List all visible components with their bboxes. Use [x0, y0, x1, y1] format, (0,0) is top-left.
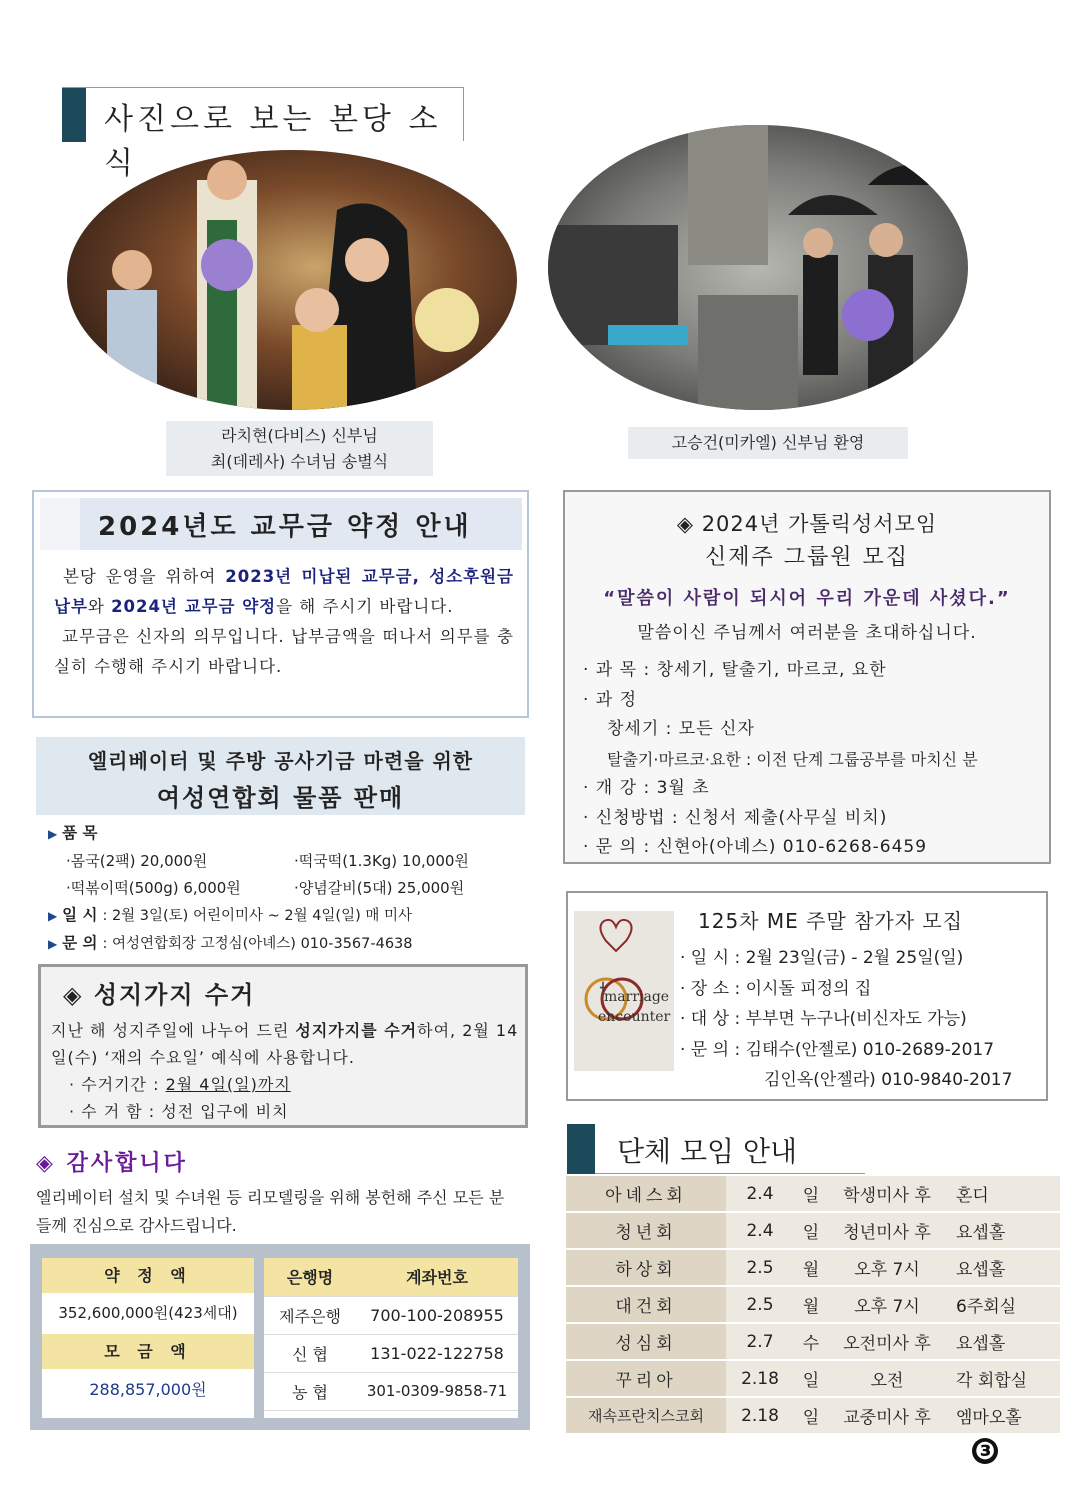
table-row [566, 1213, 1060, 1248]
sale-item: ·몸국(2팩) 20,000원 [66, 852, 208, 870]
value: : 여성연합회장 고정심(아녜스) 010-3567-4638 [102, 936, 413, 952]
detail-line: 창세기 : 모든 신자 [607, 719, 755, 739]
group-place: 요셉홀 [946, 1250, 1060, 1285]
highlight: 2023년 미납된 교무금, 성소후원금 납부 [54, 567, 514, 616]
welcome-photo-art [548, 125, 968, 410]
bank-name: 신 협 [264, 1334, 356, 1372]
group-meetings-heading: 단체 모임 안내 [617, 1135, 798, 1168]
fund-summary [42, 1258, 254, 1418]
palm-body [51, 1017, 521, 1125]
bible-subtitle: 말씀이신 주님께서 여러분을 초대하십니다. [637, 623, 977, 643]
text: 지난 해 성지주일에 나누어 드린 [51, 1021, 296, 1040]
triangle-icon: ▶ [48, 909, 58, 923]
group-time: 교중미사 후 [828, 1398, 946, 1433]
farewell-caption-line1: 라치현(다비스) 신부님 [221, 426, 378, 445]
account-number: 700-100-208955 [356, 1296, 518, 1334]
table-row [566, 1250, 1060, 1285]
detail-line: · 일 시 : 2월 23일(금) - 2월 25일(일) [680, 948, 964, 968]
farewell-photo [67, 150, 517, 410]
group-date: 2.5 [726, 1250, 794, 1285]
group-place: 엠마오홀 [946, 1398, 1060, 1433]
triangle-icon: ▶ [48, 937, 58, 951]
thanks-body: 엘리베이터 설치 및 수녀원 등 리모델링을 위해 봉헌해 주신 모든 분들께 진심으로 감사드립니다. [36, 1188, 505, 1235]
detail-line: 탈출기·마르코·요한 : 이전 단계 그룹공부를 마치신 분 [607, 749, 978, 769]
group-meetings-table [566, 1174, 1060, 1435]
group-time: 오후 7시 [828, 1287, 946, 1322]
value: 2월 4일(일)까지 [165, 1075, 291, 1094]
detail-line: · 과 정 [583, 689, 638, 710]
raised-amount-label: 모 금 액 [42, 1334, 254, 1369]
bank-name: 농 협 [264, 1372, 356, 1410]
marriage-encounter-logo [574, 911, 674, 1071]
sale-item: ·떡국떡(1.3Kg) 10,000원 [294, 852, 469, 870]
page-title: 사진으로 보는 본당 소식 [104, 102, 442, 181]
sale-contact [48, 930, 528, 958]
palm-box-location: · 수 거 함 : 성전 입구에 비치 [69, 1102, 289, 1121]
highlight: 성지가지를 수거 [295, 1021, 418, 1040]
group-place: 6주회실 [946, 1287, 1060, 1322]
pledge-paragraph-1 [54, 562, 514, 622]
palm-paragraph [51, 1017, 521, 1071]
group-time: 청년미사 후 [828, 1213, 946, 1248]
group-date: 2.7 [726, 1324, 794, 1359]
group-name: 성심회 [566, 1324, 726, 1359]
account-header: 계좌번호 [356, 1258, 518, 1296]
group-day: 월 [794, 1287, 828, 1322]
logo-text: encounter [598, 1009, 671, 1025]
marriage-encounter-notice [566, 891, 1048, 1101]
group-date: 2.5 [726, 1287, 794, 1322]
pledge-notice [32, 490, 529, 718]
group-date: 2.18 [726, 1361, 794, 1396]
group-place: 요셉홀 [946, 1213, 1060, 1248]
detail-line: · 장 소 : 이시돌 피정의 집 [680, 978, 872, 999]
group-name: 재속프란치스코회 [566, 1398, 726, 1433]
title-marker [62, 88, 86, 142]
account-number: 301-0309-9858-71 [356, 1372, 518, 1410]
pledge-paragraph-2: 교무금은 신자의 의무입니다. 납부금액을 떠나서 의무를 충실히 수행해 주시기 바랍니다. [54, 627, 514, 676]
group-day: 월 [794, 1250, 828, 1285]
group-name: 꾸리아 [566, 1361, 726, 1396]
value: : 2월 3일(토) 어린이미사 ~ 2월 4일(일) 매 미사 [102, 908, 412, 924]
label: 일 시 [62, 906, 98, 924]
bible-study-notice [563, 490, 1051, 864]
text: 본당 운영을 위하여 [62, 567, 226, 586]
farewell-caption-line2: 최(데레사) 수녀님 송별식 [210, 452, 389, 471]
group-date: 2.4 [726, 1213, 794, 1248]
bible-title-line2: 신제주 그룹원 모집 [704, 545, 909, 570]
text: 을 해 주시기 바랍니다. [276, 597, 454, 616]
group-date: 2.4 [726, 1176, 794, 1211]
group-time: 오후 7시 [828, 1250, 946, 1285]
svg-text:╋: ╋ [600, 983, 607, 994]
me-details [680, 943, 1050, 1096]
pledge-header [40, 498, 522, 550]
group-time: 오전 [828, 1361, 946, 1396]
triangle-icon: ▶ [48, 827, 58, 841]
palm-period [51, 1071, 521, 1098]
label: 품 목 [62, 824, 98, 842]
table-row [566, 1287, 1060, 1322]
bank-header: 은행명 [264, 1258, 356, 1296]
section-title [62, 87, 464, 181]
sale-header [36, 737, 525, 815]
table-row [264, 1334, 518, 1372]
bank-accounts [264, 1258, 518, 1418]
sale-date [48, 902, 528, 930]
farewell-caption [166, 421, 433, 476]
sale-item: ·떡볶이떡(500g) 6,000원 [66, 879, 241, 897]
table-header [264, 1258, 518, 1296]
fund-panel [30, 1244, 530, 1430]
detail-line: · 개 강 : 3월 초 [583, 778, 710, 798]
pledge-body [54, 562, 514, 682]
detail-line: · 신청방법 : 신청서 제출(사무실 비치) [583, 807, 888, 828]
pledge-title: 2024년도 교무금 약정 안내 [98, 512, 472, 542]
group-time: 오전미사 후 [828, 1324, 946, 1359]
logo-text: marriage [604, 989, 670, 1005]
group-name: 청년회 [566, 1213, 726, 1248]
sale-items-row-2 [48, 875, 528, 902]
account-number: 131-022-122758 [356, 1334, 518, 1372]
bank-table [264, 1258, 518, 1411]
me-title: 125차 ME 주말 참가자 모집 [698, 909, 964, 933]
group-day: 일 [794, 1213, 828, 1248]
group-place: 각 회합실 [946, 1361, 1060, 1396]
detail-line: · 문 의 : 김태수(안젤로) 010-2689-2017 [680, 1039, 995, 1060]
group-name: 하상회 [566, 1250, 726, 1285]
detail-line: · 과 목 : 창세기, 탈출기, 마르코, 요한 [583, 660, 887, 680]
detail-line: 김인옥(안젤라) 010-9840-2017 [764, 1070, 1013, 1090]
sale-title-line1: 엘리베이터 및 주방 공사기금 마련을 위한 [87, 749, 474, 773]
table-row [566, 1398, 1060, 1433]
sale-details [48, 820, 528, 958]
label: · 수거기간 : [69, 1075, 166, 1094]
group-day: 일 [794, 1398, 828, 1433]
group-day: 일 [794, 1361, 828, 1396]
sale-item: ·양념갈비(5대) 25,000원 [294, 879, 465, 897]
group-name: 대건회 [566, 1287, 726, 1322]
welcome-caption-text: 고승건(미카엘) 신부님 환영 [671, 433, 865, 452]
group-place: 요셉홀 [946, 1324, 1060, 1359]
palm-collection-notice [38, 964, 528, 1128]
sale-items-row-1 [48, 848, 528, 875]
group-name: 아녜스회 [566, 1176, 726, 1211]
sale-items-heading [48, 820, 528, 848]
group-day: 수 [794, 1324, 828, 1359]
bible-details [583, 656, 1043, 863]
group-meetings-title [567, 1124, 857, 1174]
group-place: 혼디 [946, 1176, 1060, 1211]
heart-rings-icon [574, 911, 674, 1071]
bank-name: 제주은행 [264, 1296, 356, 1334]
label: 문 의 [62, 934, 98, 952]
farewell-photo-art [67, 150, 517, 410]
raised-amount-value: 288,857,000원 [89, 1380, 207, 1399]
group-time: 학생미사 후 [828, 1176, 946, 1211]
pledge-amount-label: 약 정 액 [42, 1258, 254, 1293]
table-row [566, 1361, 1060, 1396]
table-row [264, 1372, 518, 1410]
table-row [566, 1324, 1060, 1359]
title-marker [567, 1124, 595, 1174]
page-number [972, 1438, 998, 1464]
page-number-text: ❸ [974, 1437, 996, 1465]
group-date: 2.18 [726, 1398, 794, 1433]
palm-title: ◈ 성지가지 수거 [63, 981, 256, 1009]
table-row [264, 1296, 518, 1334]
bible-title-line1: ◈ 2024년 가톨릭성서모임 [676, 512, 938, 536]
table-row [566, 1176, 1060, 1211]
sale-title-line2: 여성연합회 물품 판매 [156, 784, 405, 812]
thanks-title: ◈ 감사합니다 [36, 1151, 188, 1176]
group-day: 일 [794, 1176, 828, 1211]
welcome-photo [548, 125, 968, 410]
welcome-caption [628, 427, 908, 459]
detail-line: · 문 의 : 신현아(아녜스) 010-6268-6459 [583, 837, 928, 857]
text: 하여, 2월 14일(수) ‘재의 수요일’ 예식에 사용합니다. [51, 1021, 519, 1067]
pledge-amount-value: 352,600,000원(423세대) [58, 1304, 238, 1322]
highlight: 2024년 교무금 약정 [111, 597, 277, 616]
detail-line: · 대 상 : 부부면 누구나(비신자도 가능) [680, 1009, 967, 1029]
text: 와 [87, 597, 112, 616]
bible-quote: “말씀이 사람이 되시어 우리 가운데 사셨다.” [603, 588, 1011, 609]
